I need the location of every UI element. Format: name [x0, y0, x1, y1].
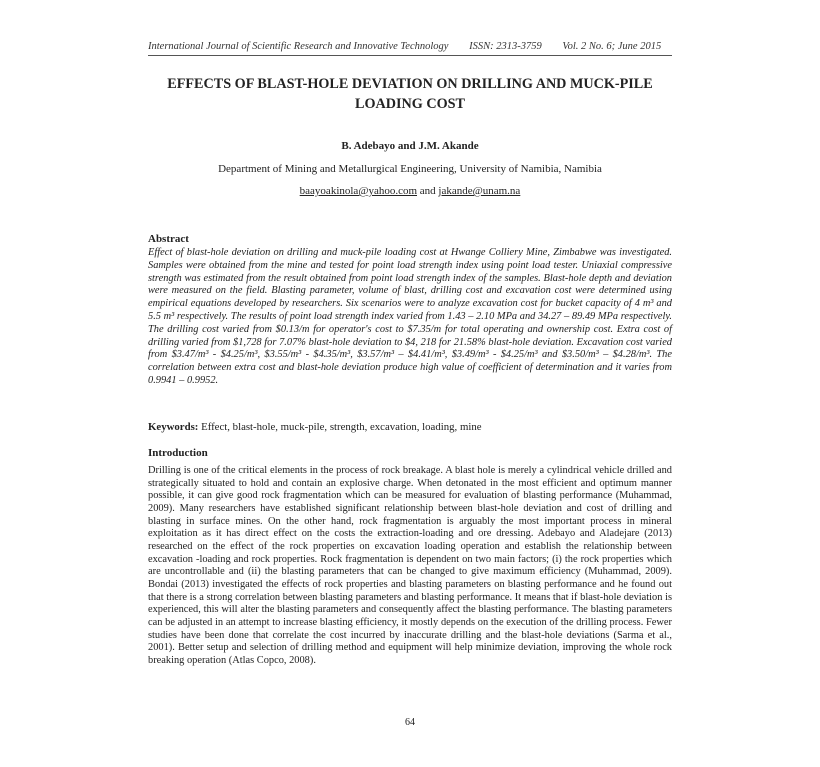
introduction-heading: Introduction [148, 447, 208, 459]
keywords-label: Keywords: [148, 421, 199, 433]
email-link-1[interactable]: baayoakinola@yahoo.com [299, 185, 418, 197]
running-header [148, 41, 672, 52]
introduction-text: Drilling is one of the critical elements in the process of rock breakage. A blast hole is merely a cylindrical vehicle drilled and strategically situated to hold and contain an explosive charge. When detonated in the most efficient and optimum manner possible, it can give good rock fragmentation which can be measured for evaluation of blasting performance (Muhammad, 2009). Many researchers have established significant relationship between blast-hole deviation and cost of drilling and blasting in surface mines. On the other hand, rock fragmentation is arguably the most important process in mineral exploitation as it has direct effect on the costs the extraction-loading and ore dressing. Adebayo and Aladejare (2013) researched on the effect of the rock properties on excavation loading operation and establish the relationship between excavation -loading and rock properties. Rock fragmentation is dependent on two main factors; (i) the rock properties which are uncontrollable and (ii) the blasting parameters that can be changed to give maximum efficiency (Muhammad, 2009). Bondai (2013) investigated the effects of rock properties and blasting parameters on blasting performance and he found out that there is a strong correlation between blasting parameters and blasting performance. It means that if blast-hole deviation is experienced, this will alter the blasting parameters and consequently affect the blasting performance. The blasting parameters can be adjusted in an attempt to increase blasting efficiency, it mostly depends on the execution of the drilling process. Fewer studies have been done that correlate the cost incurred by inaccurate drilling and the blast-hole deviations (Sarma et al., 2001). Better setup and selection of drilling method and equipment will help minimize deviation, improving the whole rock breaking operation (Atlas Copco, 2008). [148, 465, 672, 666]
email-joiner: and [419, 185, 436, 197]
authors: B. Adebayo and J.M. Akande [341, 140, 479, 152]
volume-info: Vol. 2 No. 6; June 2015 [562, 41, 662, 52]
page-number: 64 [405, 717, 415, 728]
email-link-2[interactable]: jakande@unam.na [438, 185, 521, 197]
paper-title [148, 74, 672, 114]
title-line-2: LOADING COST [355, 96, 465, 112]
affiliation: Department of Mining and Metallurgical Engineering, University of Namibia, Namibia [218, 163, 602, 175]
author-emails [148, 185, 672, 197]
abstract-text: Effect of blast-hole deviation on drilling and muck-pile loading cost at Hwange Colliery Mine, Zimbabwe was investigated. Samples were obtained from the mine and tested for point load strength index using point load tester. Uniaxial compressive strength was estimated from the result obtained from point load strength index of the samples. Blast-hole depth and deviation were measured on the field. Blasting parameter, volume of blast, drilling cost and excavation cost were determined using empirical equations developed by researchers. Six scenarios were to analyze excavation cost for bucket capacity of 4 m³ and 5.5 m³ respectively. The results of point load strength index varied from 1.43 – 2.10 MPa and 34.27 – 89.49 MPa respectively. The drilling cost varied from $0.13/m for operator's cost to $7.35/m for total operating and ownership cost. Extra cost of drilling varied from $1,728 for 7.07% blast-hole deviation to $4, 218 for 21.58% blast-hole deviation. Excavation cost varied from $3.47/m³ - $4.25/m³, $3.55/m³ - $4.35/m³, $3.57/m³ – $4.41/m³, $3.49/m³ - $4.25/m³ and $3.50/m³ – $4.28/m³. The correlation between extra cost and blast-hole deviation produce high value of coefficient of determination and it varies from 0.9941 – 0.9952. [148, 247, 672, 386]
title-line-1: EFFECTS OF BLAST-HOLE DEVIATION ON DRILLING AND MUCK-PILE [167, 76, 653, 92]
issn: ISSN: 2313-3759 [469, 41, 542, 52]
keywords-text: Effect, blast-hole, muck-pile, strength, excavation, loading, mine [201, 421, 482, 433]
header-rule [148, 55, 672, 56]
abstract-heading: Abstract [148, 233, 189, 245]
journal-name: International Journal of Scientific Research and Innovative Technology [148, 41, 449, 52]
keywords [148, 421, 672, 433]
